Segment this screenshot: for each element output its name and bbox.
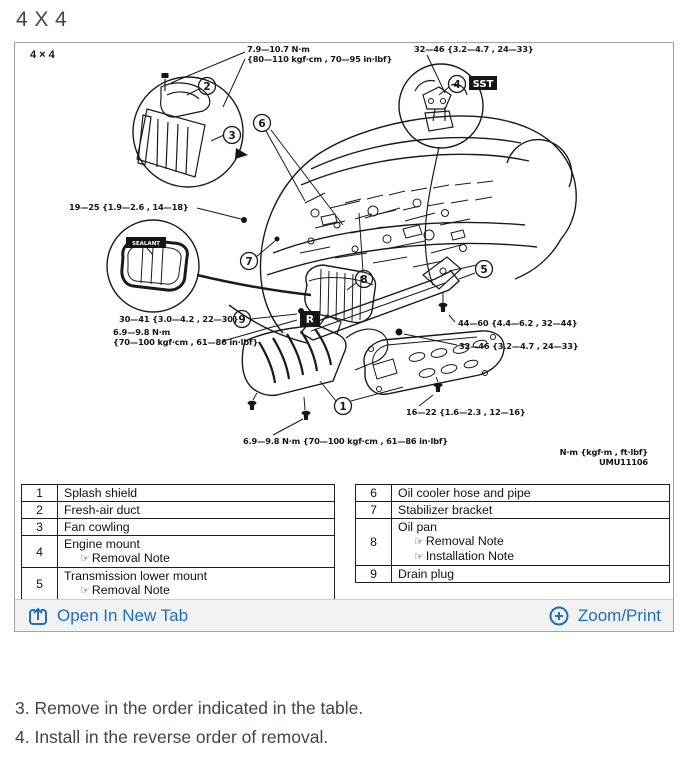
svg-text:8: 8 xyxy=(360,274,368,286)
torque-label-drain: 30—41 {3.0—4.2 , 22—30} xyxy=(119,314,239,324)
pointing-hand-icon: ☞ xyxy=(414,551,424,563)
svg-text:3: 3 xyxy=(228,130,236,142)
torque-label-skid: 16—22 {1.6—2.3 , 12—16} xyxy=(406,407,526,417)
torque-label-pan: 6.9—9.8 N·m xyxy=(113,327,171,337)
note-line: ☞ Removal Note xyxy=(80,583,170,597)
svg-text:1: 1 xyxy=(339,401,347,413)
part-name: Fan cowling xyxy=(64,520,130,534)
torque-label-shield: 6.9—9.8 N·m {70—100 kgf·cm , 61—86 in·lbf} xyxy=(243,436,448,446)
part-number: 1 xyxy=(22,485,58,501)
table-row xyxy=(22,536,334,568)
table-row xyxy=(356,485,669,502)
part-name: Oil cooler hose and pipe xyxy=(398,486,531,500)
callout-4 xyxy=(449,76,466,93)
parts-table-left xyxy=(21,484,335,600)
callout-7 xyxy=(241,253,258,270)
callout-6 xyxy=(254,115,271,132)
engine-diagram xyxy=(15,43,673,481)
part-name: Transmission lower mount xyxy=(64,569,208,583)
part-name: Oil pan xyxy=(398,520,437,534)
svg-text:7: 7 xyxy=(245,256,253,268)
note-line: ☞ Removal Note xyxy=(80,551,170,565)
part-name: Engine mount xyxy=(64,537,140,551)
instruction-step-3: 3. Remove in the order indicated in the table. xyxy=(15,698,364,718)
torque-label-fan-2: {80—110 kgf·cm , 70—95 in·lbf} xyxy=(247,54,393,64)
table-row xyxy=(356,566,669,582)
torque-label-pan-2: {70—100 kgf·cm , 61—86 in·lbf} xyxy=(113,337,259,347)
part-number: 8 xyxy=(356,519,392,565)
table-row xyxy=(356,519,669,566)
open-in-new-tab-button[interactable] xyxy=(27,605,188,627)
torque-label-xmember-2: 32—46 {3.2—4.7 , 24—33} xyxy=(459,341,579,351)
svg-text:4: 4 xyxy=(453,79,461,91)
svg-text:6: 6 xyxy=(258,118,266,130)
figure-toolbar xyxy=(15,599,673,631)
table-row xyxy=(22,519,334,536)
figure-corner-label: 4 × 4 xyxy=(30,49,55,61)
part-number: 4 xyxy=(22,536,58,567)
callout-5 xyxy=(476,261,493,278)
instruction-steps xyxy=(15,694,363,752)
table-row xyxy=(356,502,669,519)
svg-text:2: 2 xyxy=(203,81,211,93)
units-note: N·m {kgf·m , ft·lbf} xyxy=(559,447,648,457)
part-name: Stabilizer bracket xyxy=(398,503,493,517)
note-line: ☞ Installation Note xyxy=(414,549,515,563)
torque-label-xmember-1: 44—60 {4.4—6.2 , 32—44} xyxy=(458,318,578,328)
note-line: ☞ Removal Note xyxy=(414,534,504,548)
pointing-hand-icon: ☞ xyxy=(80,553,90,565)
torque-labels xyxy=(69,44,648,467)
open-in-new-tab-icon xyxy=(27,605,49,627)
instruction-step-4: 4. Install in the reverse order of removal. xyxy=(15,727,329,747)
zoom-print-button[interactable] xyxy=(548,605,661,627)
table-row xyxy=(22,502,334,519)
sealant-tag-label: SEALANT xyxy=(131,241,161,247)
svg-text:5: 5 xyxy=(480,264,488,276)
parts-table-right xyxy=(355,484,670,583)
part-number: 7 xyxy=(356,502,392,518)
pointing-hand-icon: ☞ xyxy=(80,585,90,597)
part-number: 5 xyxy=(22,568,58,599)
torque-label-left: 19—25 {1.9—2.6 , 14—18} xyxy=(69,202,189,212)
vehicle-front-outline xyxy=(229,116,576,343)
torque-label-mount: 32—46 {3.2—4.7 , 24—33} xyxy=(414,44,534,54)
part-number: 9 xyxy=(356,566,392,582)
torque-label-fan: 7.9—10.7 N·m xyxy=(247,44,310,54)
part-name: Splash shield xyxy=(64,486,138,500)
r-tag-label: R xyxy=(305,313,315,326)
part-number: 3 xyxy=(22,519,58,535)
svg-text:9: 9 xyxy=(238,314,246,326)
detail-bubble-engine-mount xyxy=(399,64,497,285)
crossmember-drawing xyxy=(301,257,461,345)
zoom-print-label: Zoom/Print xyxy=(577,605,661,625)
figure-code: UMU11106 xyxy=(599,457,648,467)
open-in-new-tab-label: Open In New Tab xyxy=(57,605,189,625)
splash-shield-drawing xyxy=(242,315,388,435)
page-title: 4 X 4 xyxy=(16,8,68,31)
callout-3 xyxy=(224,127,241,144)
part-name: Drain plug xyxy=(398,567,455,581)
detail-bubble-sealant xyxy=(107,220,311,312)
part-number: 2 xyxy=(22,502,58,518)
pointing-hand-icon: ☞ xyxy=(414,536,424,548)
table-row xyxy=(22,485,334,502)
table-row xyxy=(22,568,334,599)
figure-panel xyxy=(14,42,674,632)
callout-8 xyxy=(356,271,373,288)
callout-2 xyxy=(199,78,216,95)
zoom-plus-icon xyxy=(548,605,570,627)
sst-tag-label: SST xyxy=(472,79,494,90)
part-number: 6 xyxy=(356,485,392,501)
callout-1 xyxy=(335,398,352,415)
part-name: Fresh-air duct xyxy=(64,503,140,517)
